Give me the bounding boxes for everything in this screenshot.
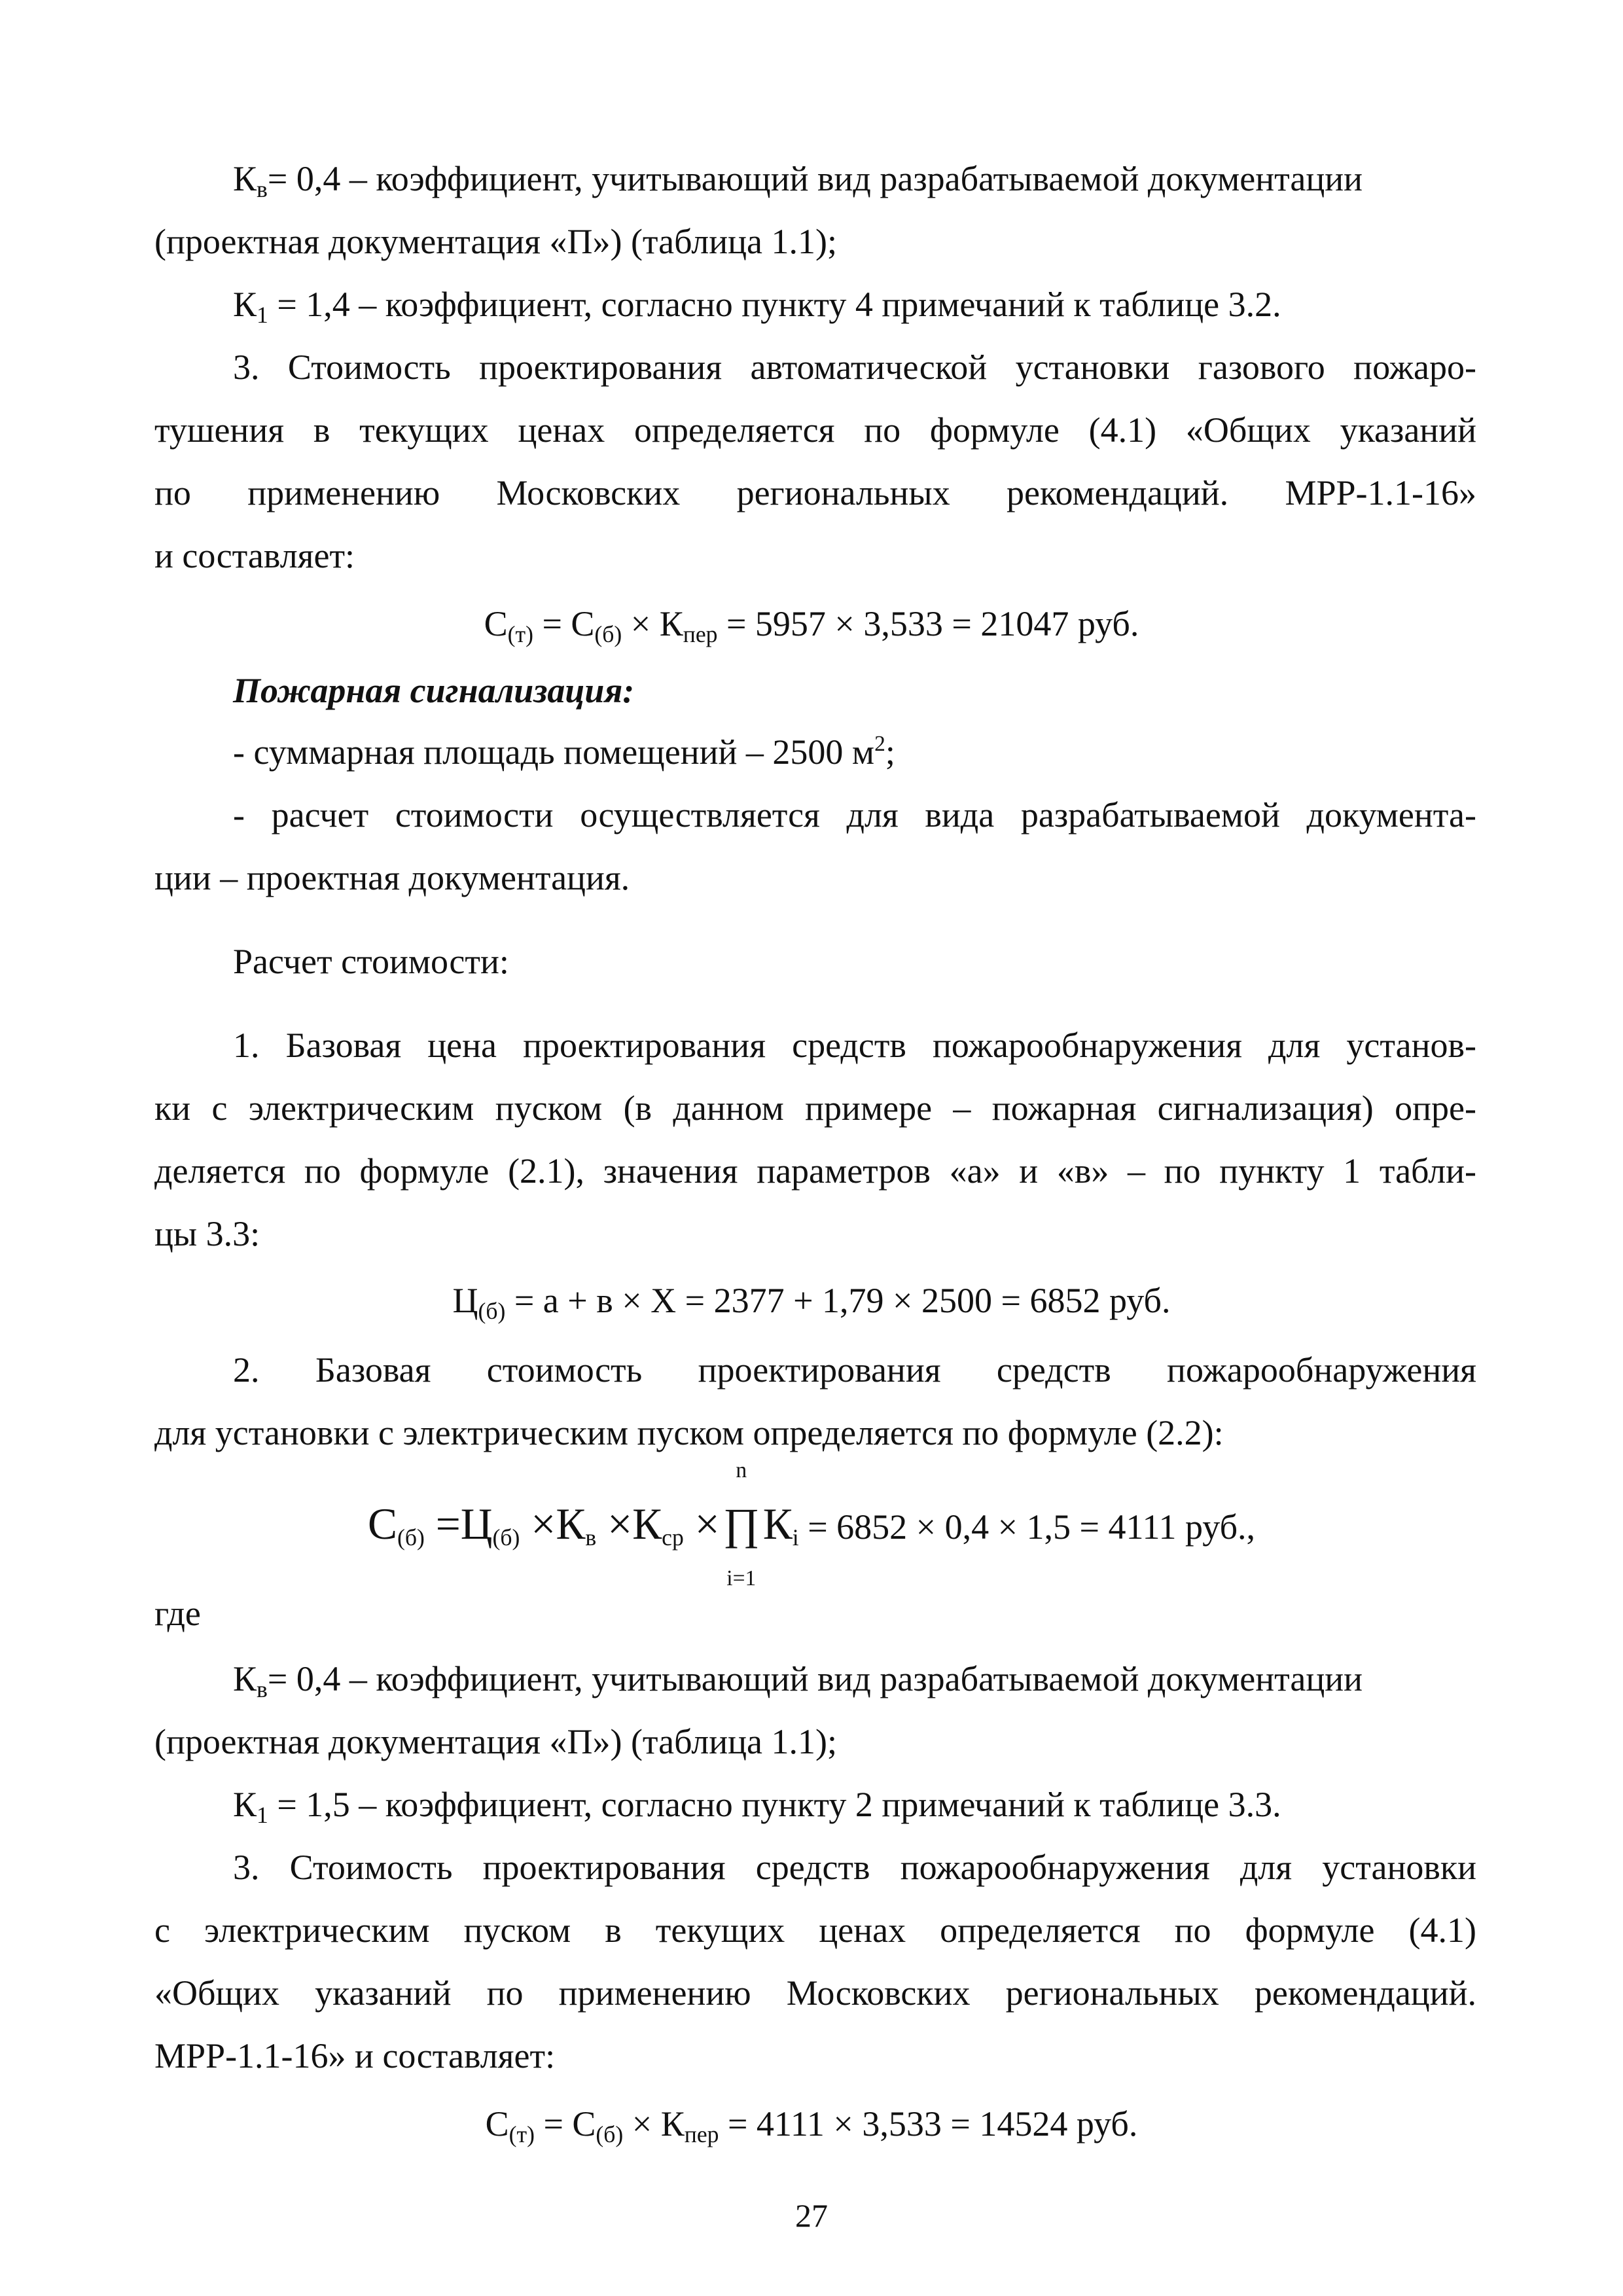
paragraph-line: (проектная документация «П») (таблица 1.1); bbox=[154, 1722, 837, 1761]
list-item: - суммарная площадь помещений – 2500 $м^2$; bbox=[233, 732, 895, 772]
paragraph-line: МРР-1.1-16» и составляет: bbox=[154, 2036, 556, 2075]
paragraph-line: 1. Базовая цена проектирования средств пожарообнаружения для установ- bbox=[233, 1026, 1476, 1065]
paragraph-line: 3. Стоимость проектирования средств пожарообнаружения для установки bbox=[233, 1848, 1476, 1887]
paragraph-line: $К_1 = 1,4$ – коэффициент, согласно пункту 4 примечаний к таблице 3.2. bbox=[233, 285, 1281, 328]
paragraph-line: $К_в= 0,4$ – коэффициент, учитывающий вид разрабатываемой документации bbox=[233, 159, 1363, 202]
formula: $С_{(т)} = С_{(б)} \times К_{пер} = 4111 \times 3,533 = 14524$ руб. bbox=[485, 2104, 1138, 2147]
paragraph-line: ки с электрическим пуском (в данном примере – пожарная сигнализация) опре- bbox=[154, 1088, 1476, 1128]
section-heading: Пожарная сигнализация: bbox=[233, 671, 635, 710]
paragraph-line: $К_в= 0,4$ – коэффициент, учитывающий вид разрабатываемой документации bbox=[233, 1659, 1363, 1702]
where-label: где bbox=[154, 1594, 201, 1633]
paragraph-line: цы 3.3: bbox=[154, 1214, 260, 1253]
calc-title: Расчет стоимости: bbox=[233, 942, 509, 981]
paragraph-line: 2. Базовая стоимость проектирования средств пожарообнаружения bbox=[233, 1350, 1476, 1390]
list-item-continuation: ции – проектная документация. bbox=[154, 858, 630, 897]
formula: $Ц_{(б)} = а + в \times Х = 2377 + 1,79 \times 2500 = 6852$ руб. bbox=[452, 1281, 1171, 1324]
paragraph-line: «Общих указаний по применению Московских региональных рекомендаций. bbox=[154, 1973, 1476, 2013]
paragraph-line: по применению Московских региональных рекомендаций. МРР-1.1-16» bbox=[154, 473, 1476, 512]
paragraph-line: (проектная документация «П») (таблица 1.1); bbox=[154, 222, 837, 261]
paragraph-line: деляется по формуле (2.1), значения параметров «а» и «в» – по пункту 1 табли- bbox=[154, 1151, 1476, 1191]
paragraph-line: тушения в текущих ценах определяется по формуле (4.1) «Общих указаний bbox=[154, 410, 1476, 450]
paragraph-line: и составляет: bbox=[154, 536, 355, 575]
page-number: 27 bbox=[795, 2197, 828, 2234]
paragraph-line: 3. Стоимость проектирования автоматической установки газового пожаро- bbox=[233, 348, 1476, 387]
paragraph-line: для установки с электрическим пуском определяется по формуле (2.2): bbox=[154, 1413, 1224, 1452]
paragraph-line: $К_1 = 1,5$ – коэффициент, согласно пункту 2 примечаний к таблице 3.3. bbox=[233, 1785, 1281, 1828]
product-operator: n ∏ i=1 bbox=[722, 1458, 760, 1591]
formula: $С_{(т)} = С_{(б)} \times К_{пер} = 5957 \times 3,533 = 21047$ руб. bbox=[484, 604, 1139, 647]
paragraph-line: с электрическим пуском в текущих ценах определяется по формуле (4.1) bbox=[154, 1910, 1476, 1950]
formula-product: $С_{(б)} =Ц_{(б)} \times К_в \times К_{ср}$ × n ∏ i=1 $К_i = 6852 \times 0,4 \times 1,5 = 4111$ руб., bbox=[367, 1458, 1256, 1591]
list-item: - расчет стоимости осуществляется для вида разрабатываемой документа- bbox=[233, 795, 1476, 834]
